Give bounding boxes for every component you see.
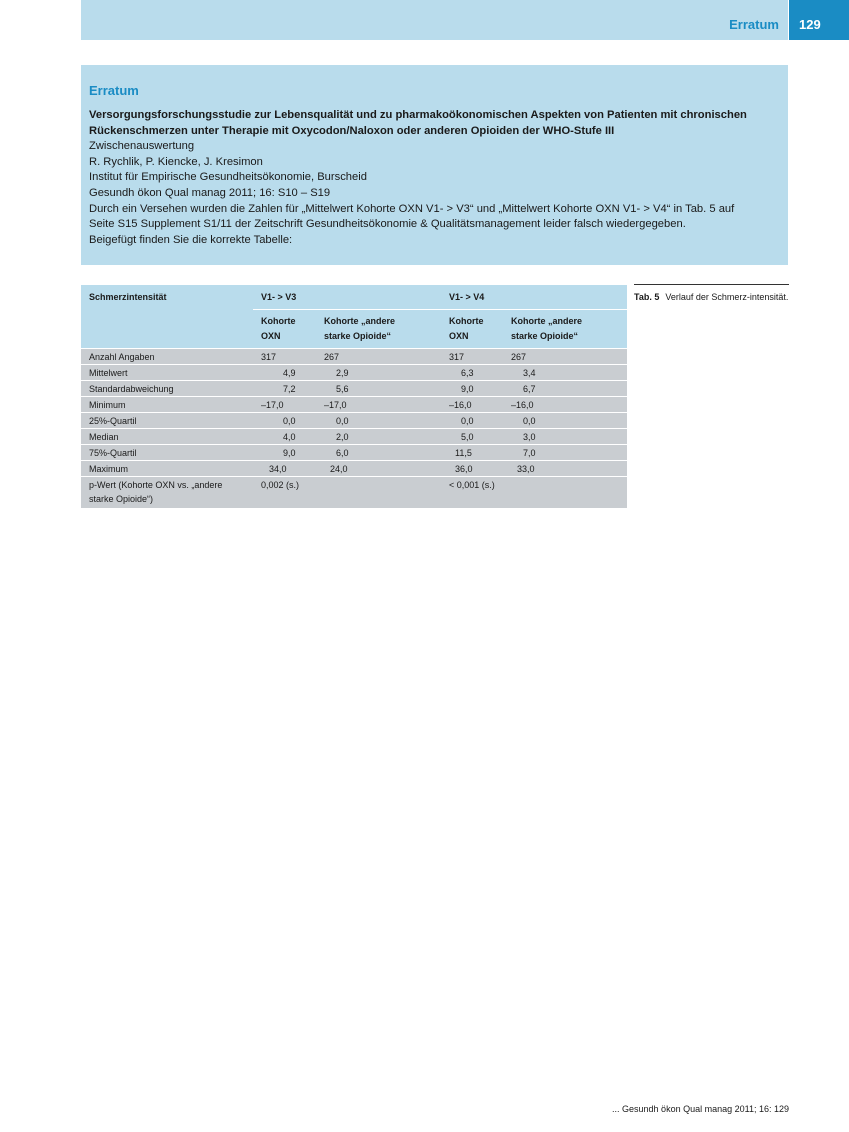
cell-v3-oxn: –17,0: [253, 397, 316, 413]
subheader-v4-oxn: Kohorte OXN: [441, 310, 503, 349]
study-title-line-2: Rückenschmerzen unter Therapie mit Oxycodon/Naloxon oder anderen Opioiden der WHO-Stufe III: [89, 124, 615, 137]
cell-v3-other: –17,0: [316, 397, 441, 413]
row-label: Median: [81, 429, 253, 445]
cell-v3-oxn: 0,0: [253, 413, 316, 429]
row-label: 25%-Quartil: [81, 413, 253, 429]
correction-text-line-1: Durch ein Versehen wurden die Zahlen für „Mittelwert Kohorte OXN V1- > V3“ und „Mittelwert Kohorte OXN V1- > V4“ in Tab. 5 auf: [89, 202, 735, 215]
cell-v4-oxn: 317: [441, 349, 503, 365]
cell-v3-oxn: 7,2: [253, 381, 316, 397]
authors: R. Rychlik, P. Kiencke, J. Kresimon: [89, 155, 263, 168]
cell-v3-oxn: 9,0: [253, 445, 316, 461]
subheader-v3-other: Kohorte „andere starke Opioide“: [316, 310, 441, 349]
cell-v3-oxn: 317: [253, 349, 316, 365]
cell-v4-oxn: 9,0: [441, 381, 503, 397]
cell-v4-other: 33,0: [503, 461, 627, 477]
cell-v3-other: 2,0: [316, 429, 441, 445]
table-row: [81, 349, 627, 365]
cell-v4-oxn: –16,0: [441, 397, 503, 413]
page-number-box: [789, 0, 849, 40]
table-row-pvalue: [81, 477, 627, 509]
table-row: [81, 461, 627, 477]
cell-v4-other: 0,0: [503, 413, 627, 429]
cell-v3-oxn: 4,0: [253, 429, 316, 445]
cell-v3-other: 5,6: [316, 381, 441, 397]
study-subtitle: Zwischenauswertung: [89, 140, 195, 153]
table-caption: [634, 284, 789, 303]
row-label: Anzahl Angaben: [81, 349, 253, 365]
table-row: [81, 397, 627, 413]
cell-v3-other: 267: [316, 349, 441, 365]
cell-v4-other: 267: [503, 349, 627, 365]
cell-v3-other: 6,0: [316, 445, 441, 461]
table-row: [81, 365, 627, 381]
cell-v4-oxn: 11,5: [441, 445, 503, 461]
header-pain-intensity: Schmerzintensität: [81, 285, 253, 349]
subheader-v3-oxn: Kohorte OXN: [253, 310, 316, 349]
correction-text-line-3: Beigefügt finden Sie die korrekte Tabelle:: [89, 233, 293, 246]
row-label: Minimum: [81, 397, 253, 413]
row-label: p-Wert (Kohorte OXN vs. „andere starke Opioide“): [81, 477, 253, 509]
cell-v3-other: 2,9: [316, 365, 441, 381]
header-group-v4: V1- > V4: [441, 285, 627, 310]
cell-pvalue-v4: < 0,001 (s.): [441, 477, 627, 509]
study-title-line-1: Versorgungsforschungsstudie zur Lebensqualität und zu pharmakoökonomischen Aspekten von Patienten mit chronischen: [89, 109, 747, 121]
institute: Institut für Empirische Gesundheitsökonomie, Burscheid: [89, 171, 367, 184]
caption-text: Verlauf der Schmerz-intensität.: [665, 292, 789, 302]
row-label: Mittelwert: [81, 365, 253, 381]
caption-label: Tab. 5: [634, 292, 660, 302]
correction-text-line-2: Seite S15 Supplement S1/11 der Zeitschrift Gesundheitsökonomie & Qualitätsmanagement leider falsch wiedergegeben.: [89, 218, 686, 231]
cell-v4-oxn: 6,3: [441, 365, 503, 381]
cell-pvalue-v3: 0,002 (s.): [253, 477, 441, 509]
cell-v4-other: 6,7: [503, 381, 627, 397]
cell-v3-other: 24,0: [316, 461, 441, 477]
cell-v4-other: 7,0: [503, 445, 627, 461]
table-row: [81, 413, 627, 429]
erratum-heading: Erratum: [89, 83, 139, 98]
cell-v4-oxn: 36,0: [441, 461, 503, 477]
cell-v4-other: 3,4: [503, 365, 627, 381]
cell-v4-oxn: 0,0: [441, 413, 503, 429]
cell-v3-other: 0,0: [316, 413, 441, 429]
citation: Gesundh ökon Qual manag 2011; 16: S10 – S19: [89, 186, 331, 199]
cell-v4-other: 3,0: [503, 429, 627, 445]
cell-v4-oxn: 5,0: [441, 429, 503, 445]
header-group-v3: V1- > V3: [253, 285, 441, 310]
erratum-box: [81, 65, 788, 265]
table-row: [81, 429, 627, 445]
row-label: 75%-Quartil: [81, 445, 253, 461]
cell-v4-other: –16,0: [503, 397, 627, 413]
cell-v3-oxn: 34,0: [253, 461, 316, 477]
header-bar: [81, 0, 788, 40]
row-label: Maximum: [81, 461, 253, 477]
footer-citation: ... Gesundh ökon Qual manag 2011; 16: 129: [612, 1104, 789, 1114]
table-row: [81, 445, 627, 461]
page-number: 129: [799, 17, 821, 32]
section-title: Erratum: [729, 17, 779, 32]
table-row: [81, 381, 627, 397]
pain-intensity-table: [81, 285, 627, 508]
subheader-v4-other: Kohorte „andere starke Opioide“: [503, 310, 627, 349]
cell-v3-oxn: 4,9: [253, 365, 316, 381]
row-label: Standardabweichung: [81, 381, 253, 397]
